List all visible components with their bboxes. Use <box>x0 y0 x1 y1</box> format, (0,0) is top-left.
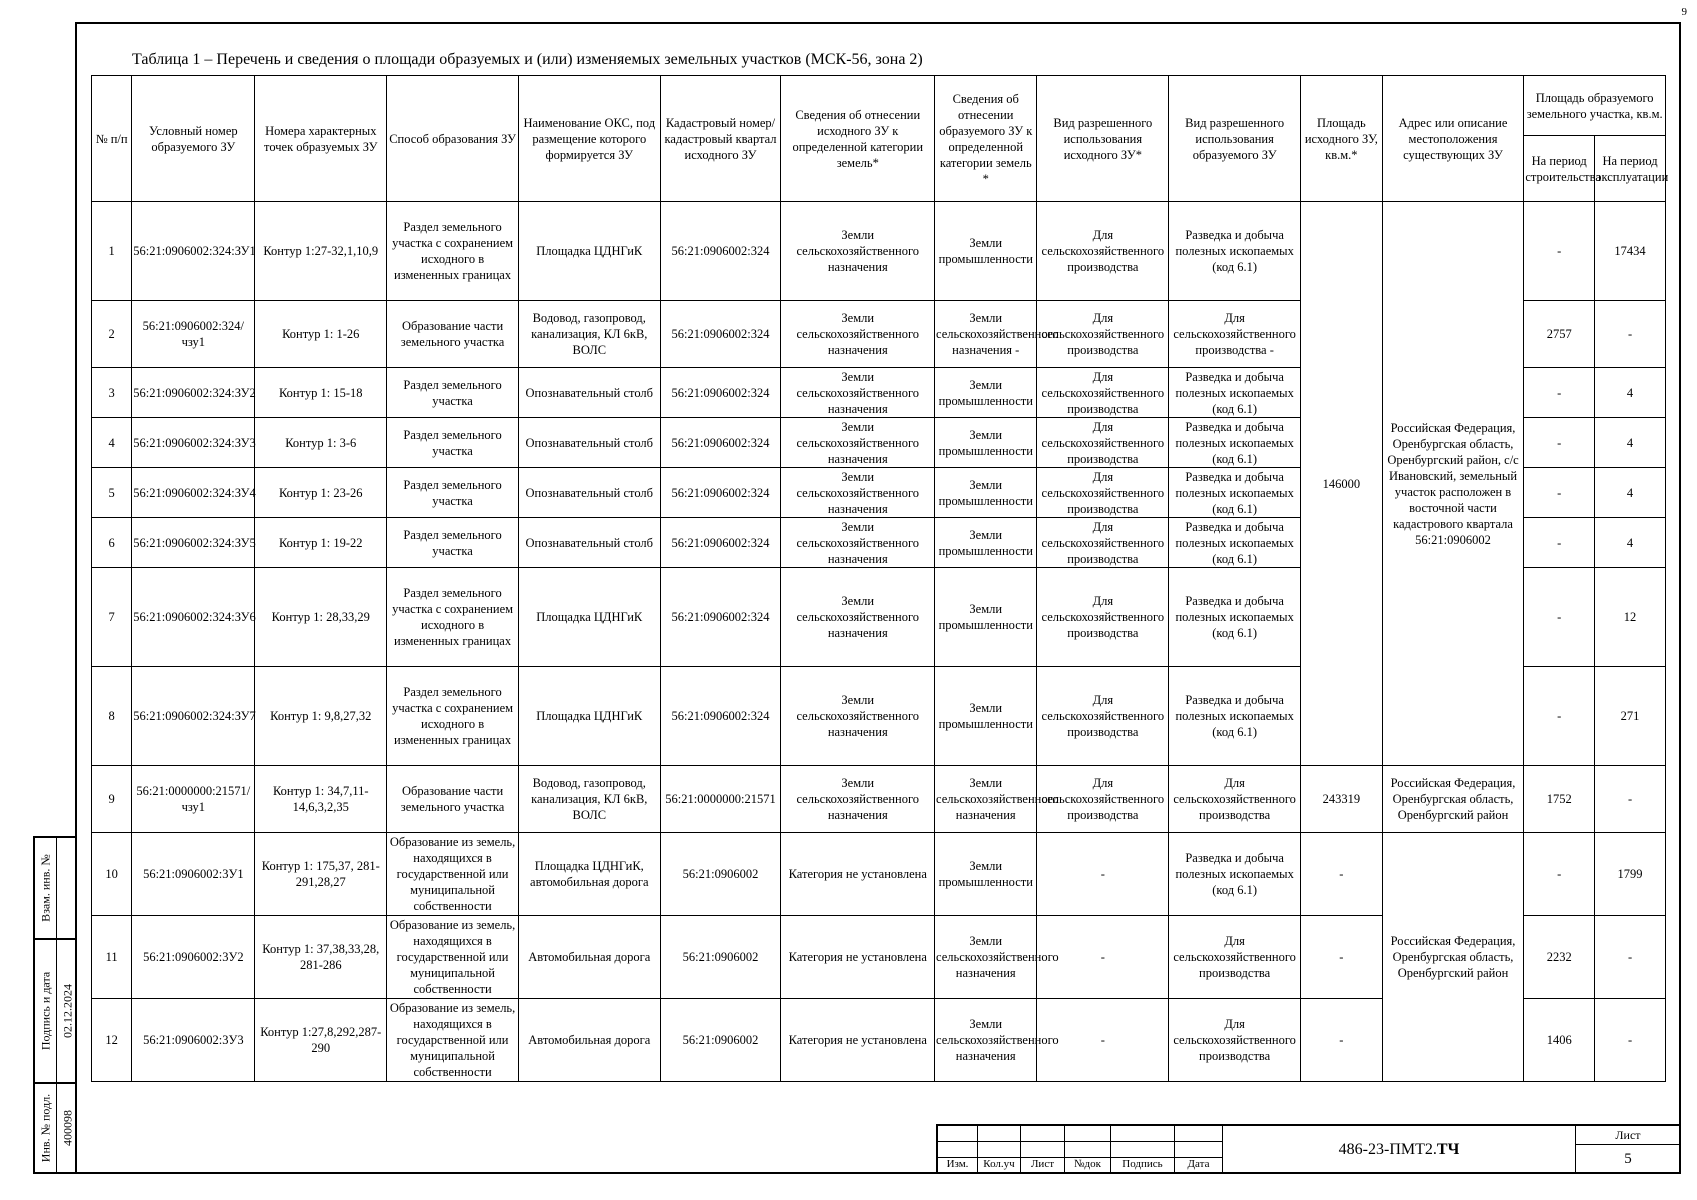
cell-cond: 56:21:0906002:3У3 <box>132 999 255 1082</box>
cell-num: 1 <box>92 202 132 301</box>
stamp-data: Дата <box>1175 1158 1223 1174</box>
cell-exp: 4 <box>1595 368 1666 418</box>
cell-cad: 56:21:0906002:324 <box>660 518 781 568</box>
header-area-exp: На период эксплуатации <box>1595 136 1666 202</box>
sheet-label: Лист <box>1575 1126 1681 1145</box>
cell-num: 8 <box>92 667 132 766</box>
cell-use-new: Разведка и добыча полезных ископаемых (код 6.1) <box>1169 468 1301 518</box>
cell-exp: 271 <box>1595 667 1666 766</box>
header-use-src: Вид разрешенного использования исходного ЗУ* <box>1037 76 1169 202</box>
header-area-build: На период строительства <box>1524 136 1595 202</box>
cell-oks: Опознавательный столб <box>518 418 660 468</box>
cell-num: 5 <box>92 468 132 518</box>
cell-num: 4 <box>92 418 132 468</box>
cell-cat-new: Земли сельскохозяйственного назначения <box>935 766 1037 833</box>
cell-oks: Опознавательный столб <box>518 518 660 568</box>
cell-use-new: Для сельскохозяйственного производства - <box>1169 301 1301 368</box>
cell-oks: Автомобильная дорога <box>518 916 660 999</box>
cell-cat-src: Земли сельскохозяйственного назначения <box>781 418 935 468</box>
side-stamp-vzam <box>33 836 75 940</box>
cell-num: 3 <box>92 368 132 418</box>
cell-oks: Водовод, газопровод, канализация, КЛ 6кВ, ВОЛС <box>518 766 660 833</box>
cell-num: 9 <box>92 766 132 833</box>
cell-use-src: Для сельскохозяйственного производства <box>1037 766 1169 833</box>
cell-exp: 4 <box>1595 418 1666 468</box>
table-row <box>92 202 1666 301</box>
cell-exp: - <box>1595 999 1666 1082</box>
cell-exp: - <box>1595 916 1666 999</box>
cell-cond: 56:21:0906002:324/чзу1 <box>132 301 255 368</box>
cell-use-new: Разведка и добыча полезных ископаемых (код 6.1) <box>1169 368 1301 418</box>
cell-oks: Водовод, газопровод, канализация, КЛ 6кВ, ВОЛС <box>518 301 660 368</box>
sheet-number: 5 <box>1624 1150 1632 1167</box>
cell-cond: 56:21:0906002:3У2 <box>132 916 255 999</box>
cell-cond: 56:21:0906002:324:ЗУ7 <box>132 667 255 766</box>
cell-method: Образование части земельного участка <box>387 766 519 833</box>
cell-cat-src: Земли сельскохозяйственного назначения <box>781 301 935 368</box>
cell-build: - <box>1524 418 1595 468</box>
document-code <box>1223 1126 1576 1174</box>
cell-cad: 56:21:0000000:21571 <box>660 766 781 833</box>
cell-cad: 56:21:0906002:324 <box>660 418 781 468</box>
cell-cat-new: Земли сельскохозяйственного назначения <box>935 999 1037 1082</box>
cell-area-src: - <box>1301 999 1383 1082</box>
cell-cat-src: Категория не установлена <box>781 916 935 999</box>
cell-use-new: Для сельскохозяйственного производства <box>1169 999 1301 1082</box>
title-block <box>936 1124 1681 1174</box>
cell-num: 12 <box>92 999 132 1082</box>
stamp-list: Лист <box>1021 1158 1065 1174</box>
cell-method: Образование из земель, находящихся в государственной или муниципальной собственности <box>387 833 519 916</box>
cell-oks: Автомобильная дорога <box>518 999 660 1082</box>
header-cadastral: Кадастровый номер/ кадастровый квартал исходного ЗУ <box>660 76 781 202</box>
cell-cond: 56:21:0906002:324:ЗУ5 <box>132 518 255 568</box>
cell-use-new: Для сельскохозяйственного производства <box>1169 766 1301 833</box>
cell-cat-src: Категория не установлена <box>781 999 935 1082</box>
side-label-podpis: Подпись и дата <box>38 971 52 1051</box>
cell-cond: 56:21:0906002:324:ЗУ4 <box>132 468 255 518</box>
cell-use-new: Разведка и добыча полезных ископаемых (код 6.1) <box>1169 518 1301 568</box>
cell-cat-src: Земли сельскохозяйственного назначения <box>781 468 935 518</box>
header-cond-number: Условный номер образуемого ЗУ <box>132 76 255 202</box>
table-title: Таблица 1 – Перечень и сведения о площади образуемых и (или) изменяемых земельных участков (МСК-56, зона 2) <box>132 51 923 68</box>
cell-num: 7 <box>92 568 132 667</box>
cell-use-new: Для сельскохозяйственного производства <box>1169 916 1301 999</box>
stamp-ndok: №док <box>1065 1158 1111 1174</box>
table-row <box>92 766 1666 833</box>
side-inv-number: 400098 <box>60 1110 74 1146</box>
cell-cat-new: Земли промышленности <box>935 468 1037 518</box>
cell-cond: 56:21:0906002:324:ЗУ1 <box>132 202 255 301</box>
cell-cat-new: Земли промышленности <box>935 667 1037 766</box>
cell-method: Раздел земельного участка <box>387 368 519 418</box>
cell-points: Контур 1:27,8,292,287-290 <box>255 999 387 1082</box>
cell-use-src: - <box>1037 916 1169 999</box>
stamp-podpis: Подпись <box>1111 1158 1175 1174</box>
header-category-new: Сведения об отнесении образуемого ЗУ к определенной категории земель * <box>935 76 1037 202</box>
cell-cad: 56:21:0906002:324 <box>660 301 781 368</box>
cell-area-src: - <box>1301 833 1383 916</box>
cell-points: Контур 1:27-32,1,10,9 <box>255 202 387 301</box>
cell-oks: Площадка ЦДНГиК, автомобильная дорога <box>518 833 660 916</box>
header-method: Способ образования ЗУ <box>387 76 519 202</box>
cell-use-src: Для сельскохозяйственного производства <box>1037 418 1169 468</box>
cell-cond: 56:21:0906002:324:ЗУ6 <box>132 568 255 667</box>
cell-cat-src: Земли сельскохозяйственного назначения <box>781 518 935 568</box>
cell-cad: 56:21:0906002:324 <box>660 368 781 418</box>
cell-points: Контур 1: 19-22 <box>255 518 387 568</box>
side-label-inv: Инв. № подл. <box>38 1093 52 1163</box>
cell-area-src: - <box>1301 916 1383 999</box>
side-date: 02.12.2024 <box>60 984 74 1038</box>
stamp-izm: Изм. <box>938 1158 978 1174</box>
cell-build: 2757 <box>1524 301 1595 368</box>
cell-build: - <box>1524 667 1595 766</box>
page-corner-number: 9 <box>1681 6 1687 18</box>
cell-address: Российская Федерация, Оренбургская область, Оренбургский район <box>1382 833 1524 1082</box>
cell-points: Контур 1: 3-6 <box>255 418 387 468</box>
cell-cat-src: Земли сельскохозяйственного назначения <box>781 568 935 667</box>
cell-points: Контур 1: 15-18 <box>255 368 387 418</box>
cell-cat-src: Земли сельскохозяйственного назначения <box>781 368 935 418</box>
cell-use-src: - <box>1037 833 1169 916</box>
cell-cat-src: Земли сельскохозяйственного назначения <box>781 667 935 766</box>
cell-cond: 56:21:0906002:324:ЗУ2 <box>132 368 255 418</box>
cell-exp: 4 <box>1595 518 1666 568</box>
cell-exp: 4 <box>1595 468 1666 518</box>
cell-cat-new: Земли промышленности <box>935 368 1037 418</box>
cell-oks: Опознавательный столб <box>518 468 660 518</box>
cell-cond: 56:21:0906002:3У1 <box>132 833 255 916</box>
cell-build: 1752 <box>1524 766 1595 833</box>
cell-build: - <box>1524 468 1595 518</box>
cell-use-src: Для сельскохозяйственного производства <box>1037 667 1169 766</box>
cell-method: Раздел земельного участка с сохранением исходного в измененных границах <box>387 202 519 301</box>
header-area-new: Площадь образуемого земельного участка, кв.м. <box>1524 76 1666 136</box>
cell-oks: Площадка ЦДНГиК <box>518 667 660 766</box>
cell-cad: 56:21:0906002 <box>660 833 781 916</box>
cell-method: Раздел земельного участка с сохранением исходного в измененных границах <box>387 568 519 667</box>
cell-use-src: Для сельскохозяйственного производства <box>1037 202 1169 301</box>
header-oks: Наименование ОКС, под размещение которого формируется ЗУ <box>518 76 660 202</box>
cell-cat-new: Земли промышленности <box>935 418 1037 468</box>
cell-build: - <box>1524 568 1595 667</box>
cell-use-src: - <box>1037 999 1169 1082</box>
cell-use-new: Разведка и добыча полезных ископаемых (код 6.1) <box>1169 833 1301 916</box>
cell-cat-new: Земли промышленности <box>935 518 1037 568</box>
cell-points: Контур 1: 28,33,29 <box>255 568 387 667</box>
side-stamp-podpis <box>33 938 75 1084</box>
cell-points: Контур 1: 34,7,11-14,6,3,2,35 <box>255 766 387 833</box>
cell-method: Образование из земель, находящихся в государственной или муниципальной собственности <box>387 999 519 1082</box>
header-use-new: Вид разрешенного использования образуемого ЗУ <box>1169 76 1301 202</box>
cell-cat-src: Категория не установлена <box>781 833 935 916</box>
document-code-bold: ТЧ <box>1436 1141 1460 1158</box>
cell-use-src: Для сельскохозяйственного производства <box>1037 301 1169 368</box>
stamp-koluch: Кол.уч <box>978 1158 1021 1174</box>
cell-exp: 12 <box>1595 568 1666 667</box>
cell-points: Контур 1: 23-26 <box>255 468 387 518</box>
cell-use-src: Для сельскохозяйственного производства <box>1037 368 1169 418</box>
cell-cat-src: Земли сельскохозяйственного назначения <box>781 766 935 833</box>
cell-cat-new: Земли промышленности <box>935 833 1037 916</box>
cell-num: 2 <box>92 301 132 368</box>
cell-method: Раздел земельного участка <box>387 468 519 518</box>
header-address: Адрес или описание местоположения существующих ЗУ <box>1382 76 1524 202</box>
cell-build: - <box>1524 518 1595 568</box>
cell-use-new: Разведка и добыча полезных ископаемых (код 6.1) <box>1169 202 1301 301</box>
cell-num: 10 <box>92 833 132 916</box>
cell-cat-src: Земли сельскохозяйственного назначения <box>781 202 935 301</box>
cell-method: Образование из земель, находящихся в государственной или муниципальной собственности <box>387 916 519 999</box>
cell-exp: 1799 <box>1595 833 1666 916</box>
cell-cad: 56:21:0906002 <box>660 999 781 1082</box>
cell-use-new: Разведка и добыча полезных ископаемых (код 6.1) <box>1169 418 1301 468</box>
cell-points: Контур 1: 9,8,27,32 <box>255 667 387 766</box>
cell-cad: 56:21:0906002 <box>660 916 781 999</box>
land-plots-table <box>91 75 1669 1082</box>
cell-area-src: 146000 <box>1301 202 1383 766</box>
cell-use-src: Для сельскохозяйственного производства <box>1037 468 1169 518</box>
cell-build: 2232 <box>1524 916 1595 999</box>
side-stamp-inv <box>33 1082 75 1174</box>
cell-cond: 56:21:0000000:21571/чзу1 <box>132 766 255 833</box>
cell-oks: Площадка ЦДНГиК <box>518 568 660 667</box>
cell-num: 11 <box>92 916 132 999</box>
cell-cad: 56:21:0906002:324 <box>660 568 781 667</box>
cell-address: Российская Федерация, Оренбургская область, Оренбургский район, с/с Ивановский, земельный участок расположен в восточной части кадастрового квартала 56:21:0906002 <box>1382 202 1524 766</box>
cell-build: - <box>1524 833 1595 916</box>
cell-use-src: Для сельскохозяйственного производства <box>1037 518 1169 568</box>
cell-cat-new: Земли промышленности <box>935 202 1037 301</box>
cell-points: Контур 1: 1-26 <box>255 301 387 368</box>
cell-exp: 17434 <box>1595 202 1666 301</box>
cell-method: Раздел земельного участка <box>387 518 519 568</box>
cell-cat-new: Земли промышленности <box>935 568 1037 667</box>
cell-address: Российская Федерация, Оренбургская область, Оренбургский район <box>1382 766 1524 833</box>
side-label-vzam: Взам. инв. № <box>38 854 52 922</box>
cell-method: Раздел земельного участка <box>387 418 519 468</box>
cell-oks: Площадка ЦДНГиК <box>518 202 660 301</box>
cell-cat-new: Земли сельскохозяйственного назначения <box>935 916 1037 999</box>
document-code-plain: 486-23-ПМТ2. <box>1338 1141 1437 1158</box>
cell-use-new: Разведка и добыча полезных ископаемых (код 6.1) <box>1169 667 1301 766</box>
cell-cond: 56:21:0906002:324:ЗУ3 <box>132 418 255 468</box>
cell-exp: - <box>1595 766 1666 833</box>
header-num: № п/п <box>92 76 132 202</box>
table-row <box>92 833 1666 916</box>
cell-method: Раздел земельного участка с сохранением исходного в измененных границах <box>387 667 519 766</box>
cell-oks: Опознавательный столб <box>518 368 660 418</box>
header-area-src: Площадь исходного ЗУ, кв.м.* <box>1301 76 1383 202</box>
cell-cad: 56:21:0906002:324 <box>660 468 781 518</box>
cell-points: Контур 1: 37,38,33,28, 281-286 <box>255 916 387 999</box>
cell-build: - <box>1524 202 1595 301</box>
cell-area-src: 243319 <box>1301 766 1383 833</box>
cell-cad: 56:21:0906002:324 <box>660 202 781 301</box>
cell-points: Контур 1: 175,37, 281-291,28,27 <box>255 833 387 916</box>
cell-build: 1406 <box>1524 999 1595 1082</box>
cell-num: 6 <box>92 518 132 568</box>
header-points: Номера характерных точек образуемых ЗУ <box>255 76 387 202</box>
cell-method: Образование части земельного участка <box>387 301 519 368</box>
cell-exp: - <box>1595 301 1666 368</box>
cell-build: - <box>1524 368 1595 418</box>
cell-cad: 56:21:0906002:324 <box>660 667 781 766</box>
cell-use-new: Разведка и добыча полезных ископаемых (код 6.1) <box>1169 568 1301 667</box>
cell-use-src: Для сельскохозяйственного производства <box>1037 568 1169 667</box>
cell-cat-new: Земли сельскохозяйственного назначения - <box>935 301 1037 368</box>
header-category-src: Сведения об отнесении исходного ЗУ к определенной категории земель* <box>781 76 935 202</box>
